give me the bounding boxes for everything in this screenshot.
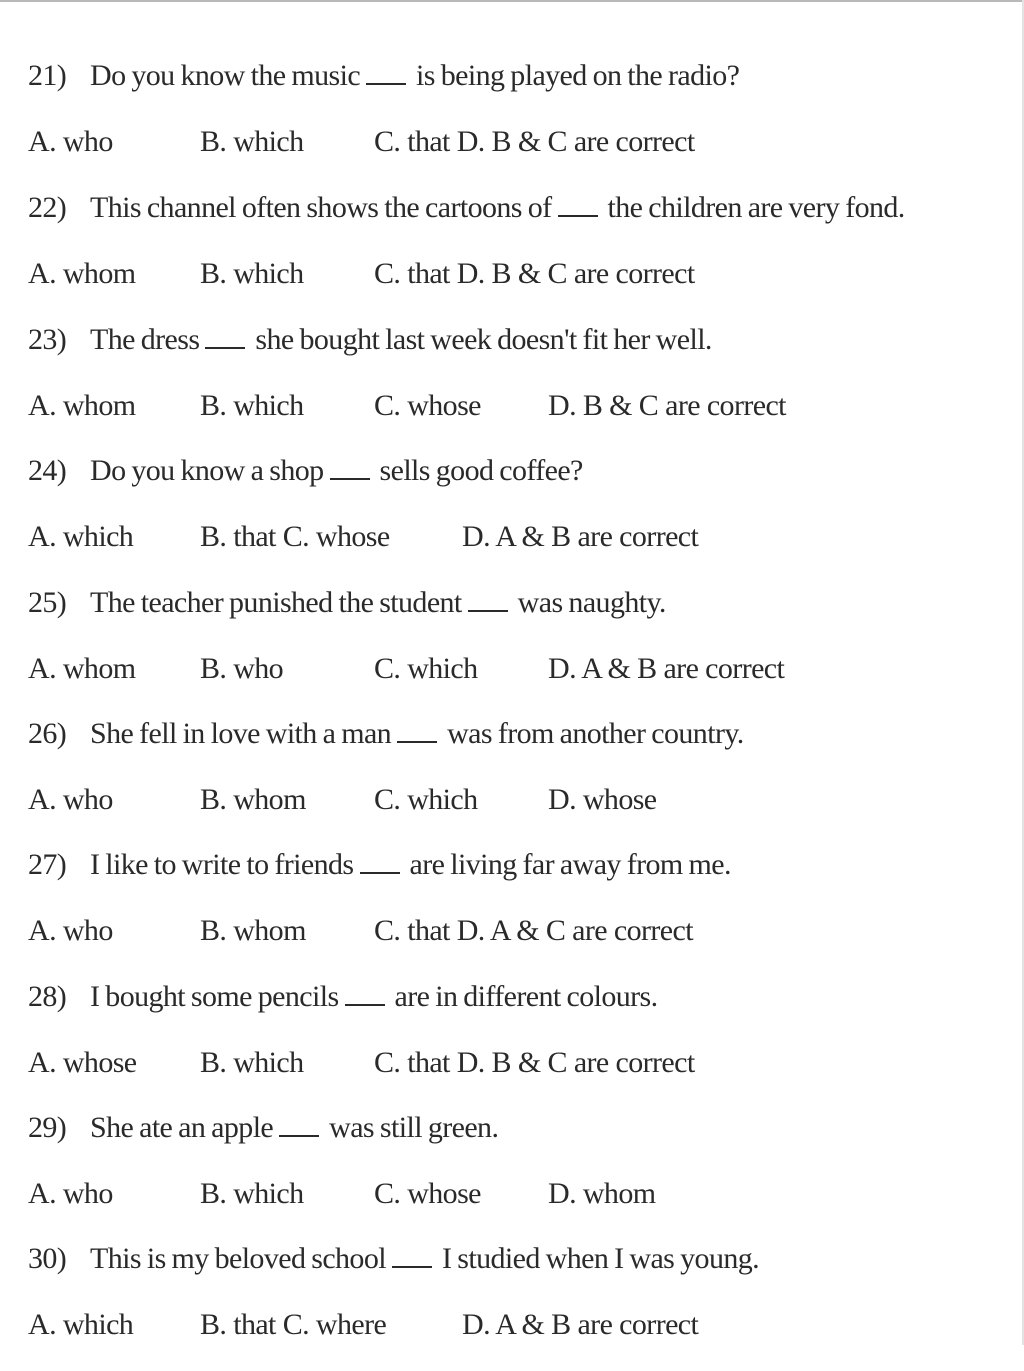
option-a: A. whom xyxy=(28,652,136,685)
answer-blank xyxy=(330,456,370,480)
option-d: D. A & B are correct xyxy=(462,520,699,553)
option-b: B. that C. where xyxy=(200,1308,387,1341)
question-25 xyxy=(0,583,1024,715)
option-b: B. which xyxy=(200,257,304,290)
option-d: D. whom xyxy=(548,1177,656,1210)
question-stem xyxy=(28,56,739,96)
stem-before: This channel often shows the cartoons of xyxy=(90,191,552,224)
question-24 xyxy=(0,451,1024,583)
answer-blank xyxy=(397,719,437,743)
stem-before: I bought some pencils xyxy=(90,980,339,1013)
option-a: A. whose xyxy=(28,1046,137,1079)
option-b: B. which xyxy=(200,1046,304,1079)
stem-after: the children are very fond. xyxy=(607,191,905,224)
option-d: D. B & C are correct xyxy=(548,389,786,422)
question-stem xyxy=(28,977,658,1017)
question-number: 26) xyxy=(28,717,67,750)
question-stem xyxy=(28,845,731,885)
option-b: B. which xyxy=(200,1177,304,1210)
option-c: C. whose xyxy=(374,389,481,422)
question-number: 23) xyxy=(28,323,67,356)
stem-after: I studied when I was young. xyxy=(441,1242,760,1275)
question-number: 21) xyxy=(28,59,67,92)
option-a: A. whom xyxy=(28,389,136,422)
stem-after: is being played on the radio? xyxy=(416,59,740,92)
option-c: C. which xyxy=(374,652,478,685)
options-row xyxy=(28,1043,1008,1083)
option-c: C. that D. B & C are correct xyxy=(374,257,695,290)
question-number: 22) xyxy=(28,191,67,224)
option-c: C. that D. B & C are correct xyxy=(374,125,695,158)
options-row xyxy=(28,911,1008,951)
answer-blank xyxy=(468,588,508,612)
option-d: D. whose xyxy=(548,783,657,816)
options-row xyxy=(28,122,1008,162)
question-number: 27) xyxy=(28,848,67,881)
page-top-border xyxy=(0,0,1024,2)
options-row xyxy=(28,1174,1008,1214)
option-a: A. which xyxy=(28,520,134,553)
option-c: C. whose xyxy=(374,1177,481,1210)
stem-after: was from another country. xyxy=(447,717,744,750)
options-row xyxy=(28,254,1008,294)
question-stem xyxy=(28,714,744,754)
option-a: A. who xyxy=(28,914,113,947)
stem-after: was still green. xyxy=(329,1111,499,1144)
answer-blank xyxy=(366,61,406,85)
stem-before: The dress xyxy=(90,323,200,356)
option-b: B. whom xyxy=(200,914,306,947)
question-21 xyxy=(0,56,1024,188)
question-stem xyxy=(28,1239,759,1279)
question-30 xyxy=(0,1239,1024,1371)
option-b: B. who xyxy=(200,652,284,685)
options-row xyxy=(28,517,1008,557)
option-a: A. who xyxy=(28,125,113,158)
option-d: D. A & B are correct xyxy=(462,1308,699,1341)
question-number: 25) xyxy=(28,586,67,619)
answer-blank xyxy=(392,1244,432,1268)
stem-after: sells good coffee? xyxy=(379,454,583,487)
question-26 xyxy=(0,714,1024,846)
stem-after: she bought last week doesn't fit her well. xyxy=(255,323,712,356)
stem-before: She ate an apple xyxy=(90,1111,274,1144)
stem-before: This is my beloved school xyxy=(90,1242,386,1275)
question-number: 24) xyxy=(28,454,67,487)
stem-before: Do you know the music xyxy=(90,59,361,92)
stem-before: The teacher punished the student xyxy=(90,586,462,619)
option-c: C. that D. A & C are correct xyxy=(374,914,693,947)
stem-after: are living far away from me. xyxy=(409,848,731,881)
option-b: B. which xyxy=(200,125,304,158)
question-stem xyxy=(28,1108,498,1148)
answer-blank xyxy=(279,1113,319,1137)
option-b: B. that C. whose xyxy=(200,520,390,553)
question-23 xyxy=(0,320,1024,452)
question-number: 28) xyxy=(28,980,67,1013)
option-b: B. which xyxy=(200,389,304,422)
option-a: A. which xyxy=(28,1308,134,1341)
option-d: D. A & B are correct xyxy=(548,652,785,685)
option-b: B. whom xyxy=(200,783,306,816)
question-29 xyxy=(0,1108,1024,1240)
question-22 xyxy=(0,188,1024,320)
question-stem xyxy=(28,188,905,228)
stem-before: She fell in love with a man xyxy=(90,717,392,750)
option-c: C. that D. B & C are correct xyxy=(374,1046,695,1079)
options-row xyxy=(28,649,1008,689)
options-row xyxy=(28,1305,1008,1345)
question-stem xyxy=(28,583,666,623)
answer-blank xyxy=(360,850,400,874)
option-a: A. who xyxy=(28,1177,113,1210)
question-27 xyxy=(0,845,1024,977)
answer-blank xyxy=(345,982,385,1006)
stem-after: are in different colours. xyxy=(394,980,658,1013)
option-a: A. who xyxy=(28,783,113,816)
question-number: 29) xyxy=(28,1111,67,1144)
stem-before: Do you know a shop xyxy=(90,454,324,487)
option-c: C. which xyxy=(374,783,478,816)
answer-blank xyxy=(205,325,245,349)
question-stem xyxy=(28,320,712,360)
question-stem xyxy=(28,451,583,491)
question-28 xyxy=(0,977,1024,1109)
options-row xyxy=(28,780,1008,820)
question-number: 30) xyxy=(28,1242,67,1275)
answer-blank xyxy=(558,193,598,217)
options-row xyxy=(28,386,1008,426)
stem-after: was naughty. xyxy=(517,586,666,619)
stem-before: I like to write to friends xyxy=(90,848,354,881)
option-a: A. whom xyxy=(28,257,136,290)
